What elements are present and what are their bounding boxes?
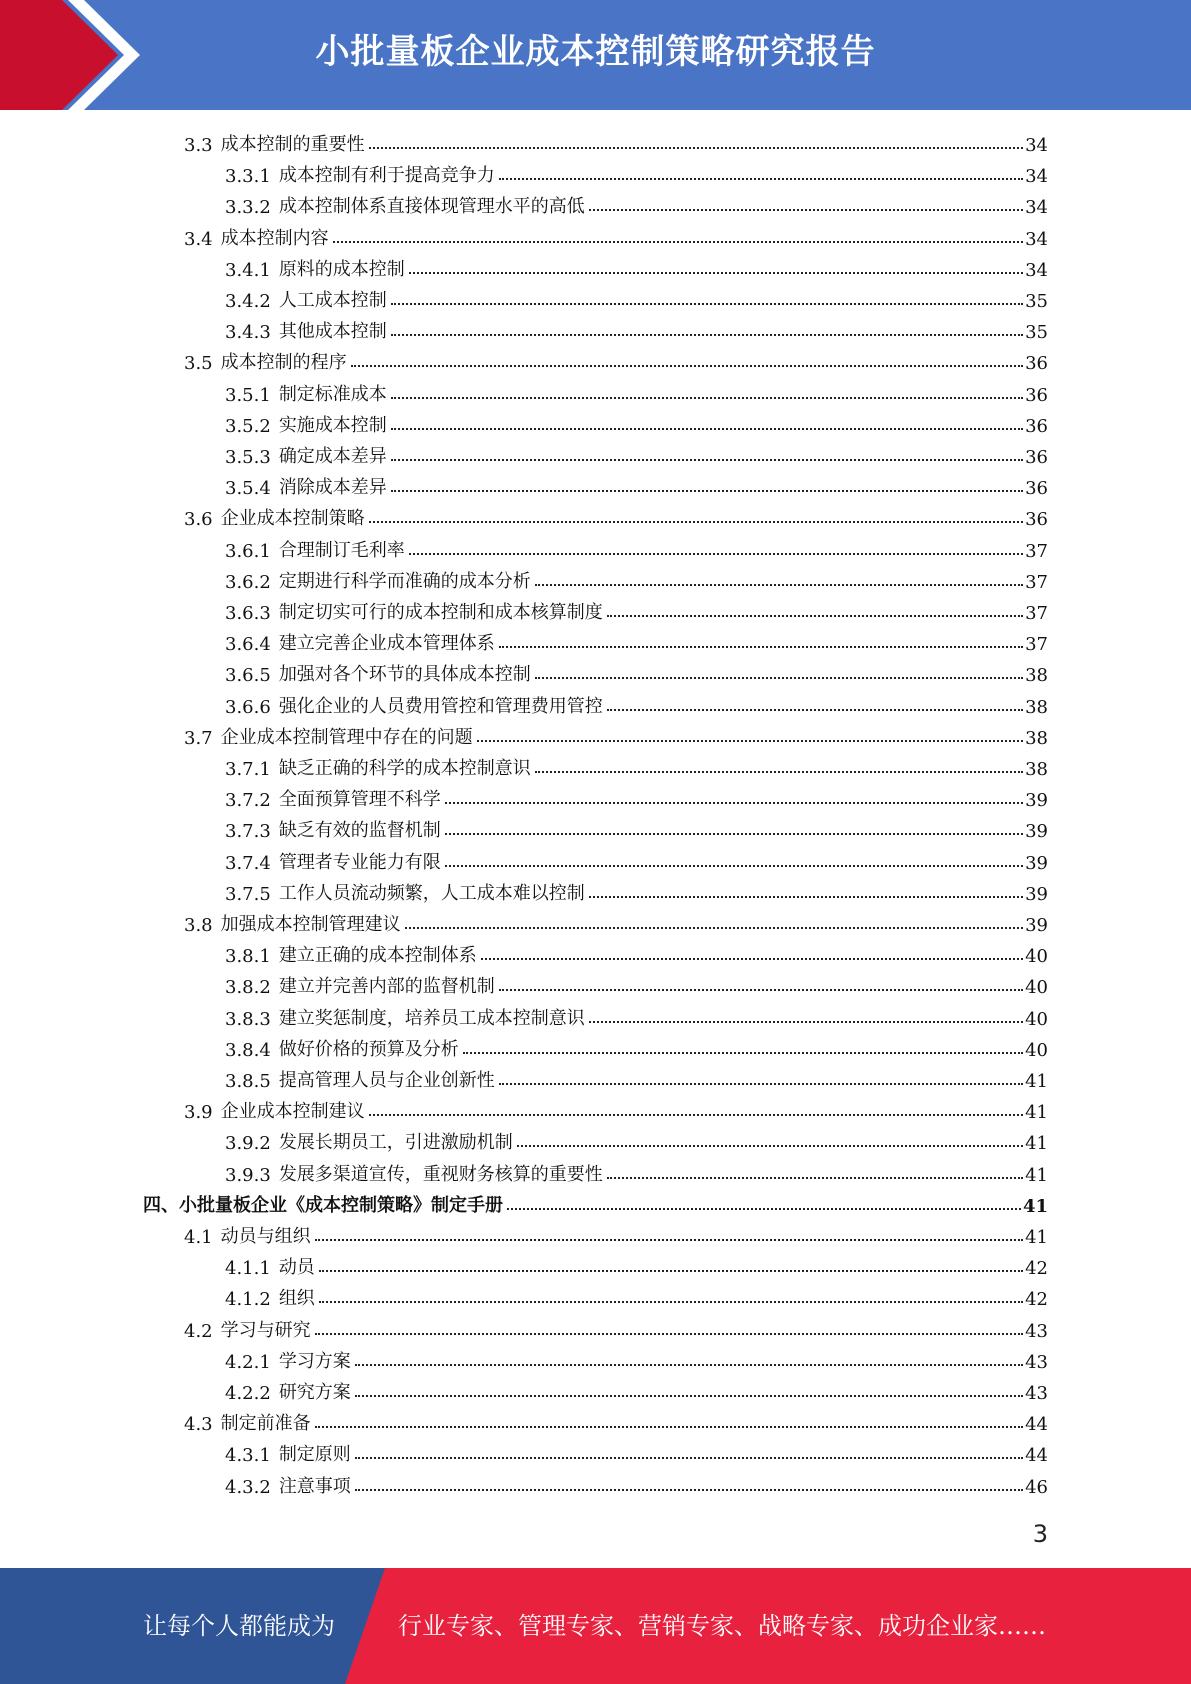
page-footer (0, 1568, 1191, 1684)
toc-entry-page: 36 (1025, 353, 1048, 375)
toc-dot-leader (409, 272, 1023, 274)
toc-entry[interactable] (184, 1407, 1048, 1435)
toc-entry[interactable] (225, 1376, 1048, 1404)
toc-entry[interactable] (225, 1438, 1048, 1466)
toc-entry-label: 建立正确的成本控制体系 (278, 945, 477, 967)
toc-entry-number: 4.1.1 (225, 1258, 271, 1280)
toc-entry-label: 缺乏有效的监督机制 (278, 820, 441, 842)
toc-entry-number: 3.4 (184, 228, 213, 250)
footer-slogan-left: 让每个人都能成为 (143, 1612, 335, 1640)
toc-entry-number: 3.5 (184, 353, 213, 375)
toc-dot-leader (499, 1083, 1023, 1085)
toc-entry[interactable] (225, 1345, 1048, 1373)
toc-dot-leader (369, 521, 1023, 523)
toc-entry-label: 制定前准备 (220, 1413, 311, 1435)
toc-dot-leader (391, 459, 1023, 461)
toc-entry-page: 36 (1025, 384, 1048, 406)
toc-entry-page: 39 (1025, 821, 1048, 843)
toc-entry[interactable] (225, 378, 1048, 406)
toc-entry[interactable] (184, 346, 1048, 374)
toc-entry[interactable] (225, 627, 1048, 655)
toc-entry-label: 成本控制的重要性 (220, 134, 365, 155)
toc-entry-label: 管理者专业能力有限 (278, 851, 441, 873)
toc-entry[interactable] (225, 284, 1048, 312)
toc-entry-page: 38 (1025, 665, 1048, 687)
toc-entry-number: 3.5.1 (225, 384, 271, 406)
toc-dot-leader (405, 927, 1023, 929)
toc-entry[interactable] (184, 1314, 1048, 1342)
toc-entry-number: 3.9.3 (225, 1164, 271, 1186)
toc-dot-leader (589, 896, 1023, 898)
toc-entry[interactable] (225, 752, 1048, 780)
toc-entry[interactable] (225, 253, 1048, 281)
toc-entry-page: 37 (1025, 540, 1048, 562)
toc-entry-page: 41 (1025, 1164, 1048, 1186)
toc-entry-label: 人工成本控制 (278, 290, 387, 311)
toc-entry-label: 消除成本差异 (278, 477, 387, 499)
toc-dot-leader (391, 490, 1023, 492)
header-chevron-decoration (0, 0, 160, 110)
toc-entry-page: 41 (1025, 1071, 1048, 1092)
toc-entry-label: 工作人员流动频繁，人工成本难以控制 (278, 882, 585, 904)
toc-entry-number: 3.4.3 (225, 322, 271, 344)
toc-entry-label: 强化企业的人员费用管控和管理费用管控 (278, 695, 603, 717)
toc-entry-number: 3.8.1 (225, 946, 271, 968)
toc-dot-leader (319, 1270, 1023, 1272)
toc-entry-label: 组织 (278, 1288, 315, 1310)
toc-entry-number: 3.9 (184, 1102, 213, 1124)
toc-entry[interactable] (225, 1251, 1048, 1279)
toc-entry-page: 40 (1025, 1039, 1048, 1061)
toc-entry-label: 建立奖惩制度，培养员工成本控制意识 (278, 1007, 585, 1029)
toc-dot-leader (369, 1114, 1023, 1116)
toc-entry-label: 制定切实可行的成本控制和成本核算制度 (278, 602, 603, 623)
toc-entry-label: 学习与研究 (220, 1319, 311, 1341)
toc-entry-number: 3.3 (184, 135, 213, 156)
toc-entry[interactable] (225, 1064, 1048, 1092)
toc-entry-number: 3.6 (184, 509, 213, 531)
toc-entry-label: 制定原则 (278, 1444, 351, 1466)
toc-entry[interactable] (225, 315, 1048, 343)
toc-entry[interactable] (225, 159, 1048, 187)
toc-entry[interactable] (225, 814, 1048, 842)
toc-entry-page: 34 (1025, 259, 1048, 281)
toc-entry-page: 38 (1025, 696, 1048, 718)
toc-dot-leader (499, 646, 1023, 648)
toc-dot-leader (391, 397, 1023, 399)
toc-entry-label: 企业成本控制管理中存在的问题 (220, 726, 473, 748)
toc-entry-page: 36 (1025, 447, 1048, 468)
toc-dot-leader (445, 833, 1023, 835)
toc-dot-leader (481, 958, 1023, 960)
toc-entry-label: 小批量板企业《成本控制策略》制定手册 (179, 1194, 503, 1216)
toc-entry-page: 43 (1025, 1383, 1048, 1404)
toc-entry[interactable] (184, 908, 1048, 936)
toc-entry-page: 35 (1025, 291, 1048, 312)
toc-entry-number: 4.1.2 (225, 1289, 271, 1311)
toc-dot-leader (409, 553, 1023, 555)
toc-entry-label: 制定标准成本 (278, 383, 387, 405)
toc-dot-leader (517, 1145, 1023, 1147)
page-header (0, 0, 1191, 110)
toc-dot-leader (445, 865, 1023, 867)
toc-entry-page: 46 (1025, 1476, 1048, 1498)
toc-entry[interactable] (225, 939, 1048, 967)
toc-entry-page: 37 (1025, 571, 1048, 593)
toc-entry-page: 44 (1025, 1414, 1048, 1436)
toc-entry-number: 四、 (143, 1194, 179, 1216)
toc-entry-number: 3.7.1 (225, 759, 271, 780)
toc-entry-number: 3.9.2 (225, 1133, 271, 1155)
toc-entry-number: 4.2 (184, 1320, 213, 1342)
toc-entry-number: 3.5.2 (225, 415, 271, 437)
toc-entry-number: 3.6.1 (225, 540, 271, 562)
toc-entry-number: 3.4.2 (225, 291, 271, 312)
toc-entry-label: 缺乏正确的科学的成本控制意识 (278, 758, 531, 779)
toc-entry-number: 3.5.3 (225, 447, 271, 468)
toc-entry-label: 建立并完善内部的监督机制 (278, 976, 495, 998)
toc-entry-page: 39 (1025, 883, 1048, 905)
toc-dot-leader (315, 1426, 1023, 1428)
toc-entry[interactable] (184, 222, 1048, 250)
toc-entry-page: 44 (1025, 1445, 1048, 1467)
toc-entry-page: 38 (1025, 759, 1048, 780)
toc-entry[interactable] (225, 190, 1048, 218)
toc-entry[interactable] (184, 1095, 1048, 1123)
toc-dot-leader (369, 147, 1023, 149)
toc-entry-number: 4.1 (184, 1227, 213, 1248)
toc-entry-label: 建立完善企业成本管理体系 (278, 633, 495, 655)
toc-entry-label: 实施成本控制 (278, 414, 387, 436)
toc-dot-leader (315, 1239, 1023, 1241)
toc-entry[interactable] (225, 1033, 1048, 1061)
toc-entry-label: 成本控制有利于提高竞争力 (278, 165, 495, 187)
toc-entry-page: 43 (1025, 1320, 1048, 1342)
toc-entry-page: 40 (1025, 977, 1048, 999)
toc-dot-leader (535, 771, 1023, 773)
toc-dot-leader (355, 1395, 1023, 1397)
toc-dot-leader (535, 677, 1023, 679)
toc-entry[interactable] (225, 1158, 1048, 1186)
toc-entry-number: 3.6.5 (225, 665, 271, 687)
toc-entry[interactable] (225, 471, 1048, 499)
toc-entry-label: 确定成本差异 (278, 446, 387, 467)
toc-entry-page: 42 (1025, 1289, 1048, 1311)
toc-entry-label: 加强对各个环节的具体成本控制 (278, 664, 531, 686)
toc-dot-leader (463, 1052, 1023, 1054)
toc-entry[interactable] (184, 721, 1048, 749)
toc-entry-page: 42 (1025, 1258, 1048, 1280)
toc-entry[interactable] (225, 409, 1048, 437)
toc-entry-label: 成本控制的程序 (220, 352, 347, 374)
toc-entry-number: 3.7 (184, 727, 213, 749)
footer-slogan-right: 行业专家、管理专家、营销专家、战略专家、成功企业家…… (398, 1612, 1046, 1640)
toc-entry-number: 3.3.1 (225, 166, 271, 188)
toc-entry-label: 加强成本控制管理建议 (220, 914, 401, 935)
toc-entry-page: 36 (1025, 415, 1048, 437)
toc-entry-page: 39 (1025, 852, 1048, 874)
toc-dot-leader (607, 709, 1023, 711)
toc-entry[interactable] (225, 690, 1048, 718)
toc-dot-leader (355, 1364, 1023, 1366)
toc-entry-number: 3.6.4 (225, 634, 271, 656)
toc-entry[interactable] (225, 877, 1048, 905)
toc-dot-leader (607, 615, 1023, 617)
toc-dot-leader (589, 209, 1023, 211)
toc-entry-label: 研究方案 (278, 1382, 351, 1403)
toc-dot-leader (333, 241, 1023, 243)
page-number: 3 (1032, 1520, 1048, 1548)
toc-dot-leader (355, 1489, 1023, 1491)
toc-dot-leader (315, 1333, 1023, 1335)
toc-entry-page: 41 (1022, 1195, 1048, 1217)
toc-entry-number: 4.3.1 (225, 1445, 271, 1467)
toc-entry[interactable] (225, 534, 1048, 562)
toc-entry-page: 36 (1025, 509, 1048, 531)
toc-entry[interactable] (225, 970, 1048, 998)
toc-entry-page: 34 (1025, 135, 1048, 156)
toc-entry-page: 38 (1025, 727, 1048, 749)
toc-entry-number: 3.7.2 (225, 790, 271, 812)
toc-entry-number: 3.6.6 (225, 696, 271, 718)
toc-dot-leader (589, 1021, 1023, 1023)
page-title: 小批量板企业成本控制策略研究报告 (315, 32, 876, 72)
toc-entry-label: 全面预算管理不科学 (278, 789, 441, 811)
toc-entry-label: 企业成本控制建议 (220, 1101, 365, 1123)
toc-entry-page: 40 (1025, 1008, 1048, 1030)
toc-dot-leader (535, 584, 1023, 586)
toc-entry-label: 学习方案 (278, 1350, 351, 1372)
toc-entry-number: 3.8.2 (225, 977, 271, 999)
toc-entry-label: 企业成本控制策略 (220, 508, 365, 530)
toc-entry-page: 43 (1025, 1351, 1048, 1373)
toc-entry-label: 发展长期员工，引进激励机制 (278, 1132, 513, 1154)
toc-entry-page: 34 (1025, 166, 1048, 188)
toc-entry-label: 发展多渠道宣传，重视财务核算的重要性 (278, 1163, 603, 1185)
toc-entry-label: 定期进行科学而准确的成本分析 (278, 570, 531, 592)
toc-entry-number: 3.6.2 (225, 571, 271, 593)
toc-entry[interactable] (184, 128, 1048, 156)
toc-entry-number: 3.8.3 (225, 1008, 271, 1030)
toc-dot-leader (499, 178, 1023, 180)
toc-dot-leader (607, 1177, 1023, 1179)
toc-entry[interactable] (225, 783, 1048, 811)
toc-entry-page: 39 (1025, 915, 1048, 936)
toc-entry-number: 3.3.2 (225, 197, 271, 219)
toc-entry-label: 其他成本控制 (278, 321, 387, 343)
toc-entry-label: 做好价格的预算及分析 (278, 1038, 459, 1060)
toc-entry-number: 4.2.1 (225, 1351, 271, 1373)
toc-entry-page: 41 (1025, 1102, 1048, 1124)
toc-entry-page: 34 (1025, 197, 1048, 219)
toc-dot-leader (319, 1301, 1023, 1303)
toc-entry[interactable] (225, 1470, 1048, 1498)
toc-entry[interactable] (225, 1002, 1048, 1030)
toc-entry[interactable] (143, 1189, 1048, 1217)
toc-entry-number: 3.8 (184, 915, 213, 936)
toc-entry[interactable] (225, 846, 1048, 874)
toc-entry-label: 成本控制内容 (220, 227, 329, 249)
toc-entry[interactable] (225, 658, 1048, 686)
toc-entry-number: 3.4.1 (225, 259, 271, 281)
toc-entry-page: 41 (1025, 1227, 1048, 1248)
toc-entry[interactable] (225, 1282, 1048, 1310)
toc-dot-leader (351, 365, 1023, 367)
toc-entry[interactable] (225, 565, 1048, 593)
toc-dot-leader (391, 303, 1023, 305)
toc-entry-label: 成本控制体系直接体现管理水平的高低 (278, 196, 585, 218)
toc-entry-number: 3.7.4 (225, 852, 271, 874)
toc-entry-page: 41 (1025, 1133, 1048, 1155)
toc-dot-leader (391, 428, 1023, 430)
toc-dot-leader (391, 334, 1023, 336)
toc-entry-number: 4.2.2 (225, 1383, 271, 1404)
toc-entry-label: 合理制订毛利率 (278, 539, 405, 561)
toc-entry-page: 35 (1025, 322, 1048, 344)
toc-entry-page: 39 (1025, 790, 1048, 812)
toc-entry[interactable] (225, 596, 1048, 624)
toc-dot-leader (445, 802, 1023, 804)
toc-entry-page: 40 (1025, 946, 1048, 968)
toc-entry[interactable] (184, 502, 1048, 530)
toc-entry-label: 注意事项 (278, 1475, 351, 1497)
toc-entry-page: 37 (1025, 603, 1048, 624)
toc-dot-leader (507, 1208, 1021, 1210)
toc-entry-number: 3.8.4 (225, 1039, 271, 1061)
toc-entry-page: 37 (1025, 634, 1048, 656)
toc-entry-number: 3.7.3 (225, 821, 271, 843)
toc-entry-label: 动员 (278, 1257, 315, 1279)
toc-entry[interactable] (225, 1126, 1048, 1154)
toc-entry-page: 36 (1025, 478, 1048, 500)
toc-dot-leader (499, 989, 1023, 991)
toc-dot-leader (355, 1457, 1023, 1459)
toc-entry[interactable] (184, 1220, 1048, 1248)
toc-entry-number: 3.6.3 (225, 603, 271, 624)
toc-entry-label: 动员与组织 (220, 1226, 311, 1247)
toc-entry-number: 3.8.5 (225, 1071, 271, 1092)
toc-entry-label: 提高管理人员与企业创新性 (278, 1070, 495, 1091)
toc-entry-number: 3.7.5 (225, 883, 271, 905)
toc-entry[interactable] (225, 440, 1048, 468)
toc-entry-number: 4.3 (184, 1414, 213, 1436)
toc-dot-leader (477, 740, 1023, 742)
toc-entry-label: 原料的成本控制 (278, 258, 405, 280)
toc-entry-page: 34 (1025, 228, 1048, 250)
toc-entry-number: 3.5.4 (225, 478, 271, 500)
toc-entry-number: 4.3.2 (225, 1476, 271, 1498)
